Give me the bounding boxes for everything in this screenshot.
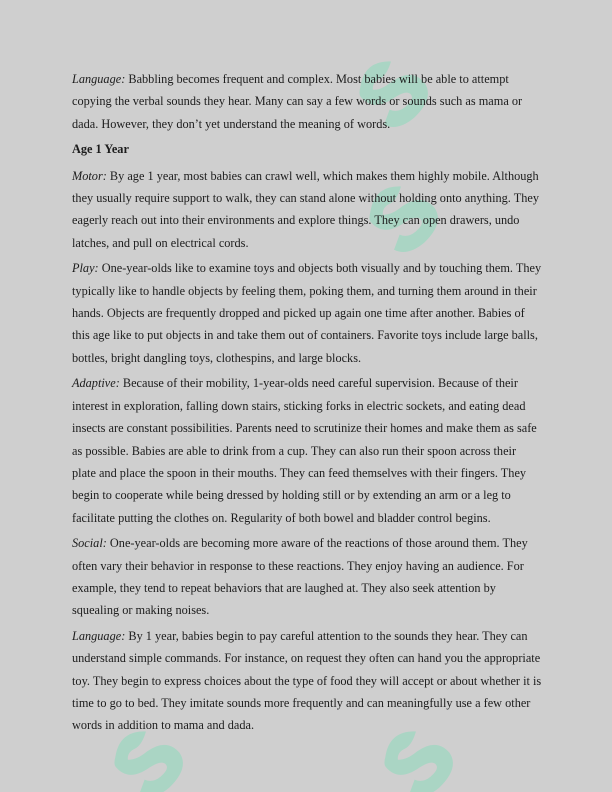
- paragraph-label: Language:: [72, 628, 126, 643]
- paragraph-text: Babbling becomes frequent and complex. Most babies will be able to attempt copying the verbal sounds they hear. Many can say a few words or sounds such as mama or dada. However, they don’t yet understand the meaning of words.: [72, 72, 523, 131]
- paragraph-text: One-year-olds like to examine toys and objects both visually and by touching them. They typically like to handle objects by feeling them, poking them, and turning them around in their hands. Objects are frequently dropped and picked up again one time after another. Babies of this age like to put objects in and take them out of containers. Favorite toys include large balls, bottles, bright dangling toys, clothespins, and large blocks.: [72, 261, 542, 365]
- paragraph-language-infant: [72, 68, 542, 135]
- paragraph-label: Adaptive:: [72, 376, 120, 391]
- paragraph-text: By age 1 year, most babies can crawl well, which makes them highly mobile. Although they usually require support to walk, they can stand alone without holding onto anything. They eagerly reach out into their environments and explore things. They can open drawers, undo latches, and pull on electrical cords.: [72, 168, 539, 250]
- paragraph-language-1yr: [72, 625, 542, 737]
- paragraph-motor: [72, 165, 542, 255]
- paragraph-label: Play:: [72, 261, 99, 276]
- paragraph-social: [72, 532, 542, 622]
- paragraph-label: Motor:: [72, 168, 107, 183]
- document-body: [72, 68, 542, 740]
- paragraph-label: Social:: [72, 536, 107, 551]
- paragraph-text: Because of their mobility, 1-year-olds need careful supervision. Because of their interest in exploration, falling down stairs, sticking forks in electric sockets, and eating dead insects are constant possibilities. Parents need to scrutinize their homes and make them as safe as possible. Babies are able to drink from a cup. They can also run their spoon across their plate and place the spoon in their mouths. They can feed themselves with their fingers. They begin to cooperate while being dressed by holding still or by extending an arm or a leg to facilitate putting the clothes on. Regularity of both bowel and bladder control begins.: [72, 376, 537, 525]
- paragraph-text: By 1 year, babies begin to pay careful attention to the sounds they hear. They can understand simple commands. For instance, on request they often can hand you the appropriate toy. They begin to express choices about the type of food they will accept or about whether it is time to go to bed. They imitate sounds more frequently and can meaningfully use a few other words in addition to mama and dada.: [72, 628, 542, 733]
- paragraph-play: [72, 257, 542, 369]
- paragraph-label: Language:: [72, 72, 126, 86]
- section-heading: Age 1 Year: [72, 142, 129, 157]
- paragraph-text: One-year-olds are becoming more aware of the reactions of those around them. They often vary their behavior in response to these reactions. They enjoy having an audience. For example, they tend to repeat behaviors that are laughed at. They also seek attention by squealing or making noises.: [72, 536, 528, 618]
- paragraph-adaptive: [72, 372, 542, 529]
